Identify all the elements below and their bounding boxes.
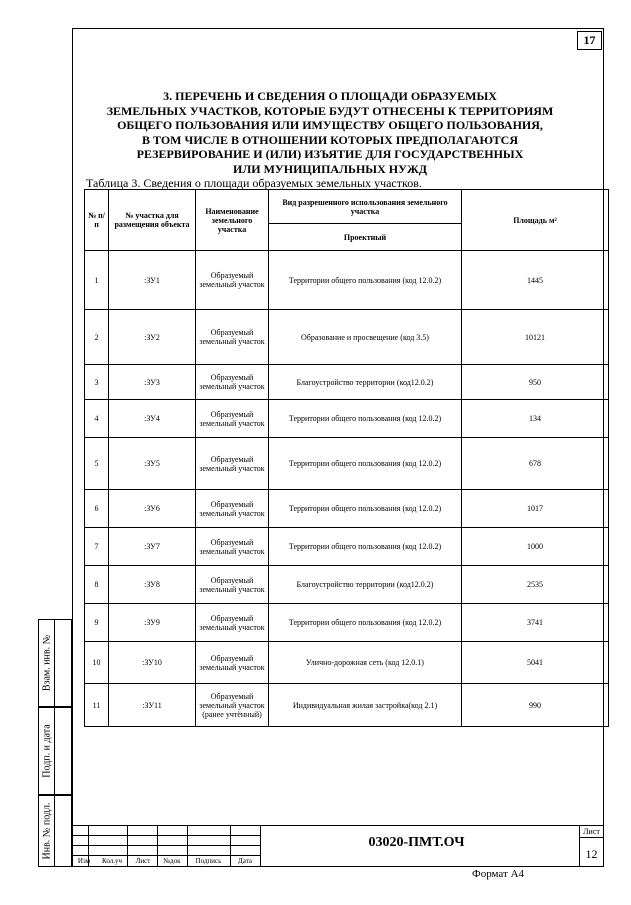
cell-area: 5041	[462, 642, 609, 684]
stamp-label-list: Лист	[135, 857, 151, 865]
cell-area: 3741	[462, 604, 609, 642]
cell-plot: :ЗУ8	[109, 566, 196, 604]
sheet-label: Лист	[583, 827, 600, 836]
cell-plot: :ЗУ1	[109, 251, 196, 310]
side-stamp-inv	[38, 795, 72, 867]
cell-area: 2535	[462, 566, 609, 604]
cell-name: Образуемый земельный участок	[196, 642, 269, 684]
cell-num: 7	[85, 528, 109, 566]
cell-area: 1017	[462, 490, 609, 528]
cell-num: 8	[85, 566, 109, 604]
table-row	[85, 566, 609, 604]
title-line: 3. ПЕРЕЧЕНЬ И СВЕДЕНИЯ О ПЛОЩАДИ ОБРАЗУЕМЫХ	[163, 89, 497, 103]
cell-use: Благоустройство территории (код12.0.2)	[269, 566, 462, 604]
side-label-podp: Подп. и дата	[41, 724, 52, 778]
page-number: 17	[577, 31, 602, 50]
cell-plot: :ЗУ5	[109, 438, 196, 490]
side-label-vzam: Взам. инв. №	[41, 634, 52, 692]
stamp-label-ndok: №док	[163, 857, 181, 865]
header-use-sub: Проектный	[269, 224, 462, 251]
cell-num: 11	[85, 684, 109, 727]
table-caption: Таблица 3. Сведения о площади образуемых земельных участков.	[86, 176, 422, 190]
cell-name: Образуемый земельный участок	[196, 310, 269, 365]
cell-plot: :ЗУ6	[109, 490, 196, 528]
title-block	[72, 825, 604, 867]
stamp-label-podpis: Подпись	[195, 857, 222, 865]
side-stamp-vzam	[38, 619, 72, 707]
sheet-number: 12	[585, 847, 598, 861]
table-row	[85, 684, 609, 727]
stamp-label-koluch: Кол.уч	[102, 857, 122, 865]
table-row	[85, 310, 609, 365]
header-use-group: Вид разрешенного использования земельного участка	[269, 190, 462, 224]
cell-name: Образуемый земельный участок	[196, 438, 269, 490]
cell-num: 5	[85, 438, 109, 490]
cell-name: Образуемый земельный участок	[196, 400, 269, 438]
table-row	[85, 400, 609, 438]
cell-use: Территории общего пользования (код 12.0.2)	[269, 438, 462, 490]
table-row	[85, 604, 609, 642]
cell-use: Индивидуальная жилая застройка(код 2.1)	[269, 684, 462, 727]
cell-area: 678	[462, 438, 609, 490]
cell-area: 1000	[462, 528, 609, 566]
stamp-label-izm: Изм	[77, 857, 91, 865]
cell-num: 3	[85, 365, 109, 400]
section-title	[90, 89, 570, 177]
side-stamp-podp	[38, 707, 72, 795]
cell-num: 10	[85, 642, 109, 684]
table-row	[85, 490, 609, 528]
cell-num: 2	[85, 310, 109, 365]
cell-use: Улично-дорожная сеть (код 12.0.1)	[269, 642, 462, 684]
table-row	[85, 528, 609, 566]
cell-use: Образование и просвещение (код 3.5)	[269, 310, 462, 365]
document-code: 03020-ПМТ.ОЧ	[368, 835, 465, 850]
title-line: ЗЕМЕЛЬНЫХ УЧАСТКОВ, КОТОРЫЕ БУДУТ ОТНЕСЕНЫ К ТЕРРИТОРИЯМ	[106, 103, 554, 118]
cell-num: 6	[85, 490, 109, 528]
cell-name: Образуемый земельный участок	[196, 490, 269, 528]
stamp-label-data: Дата	[238, 857, 252, 865]
header-plot: № участка для размещения объекта	[109, 190, 196, 251]
cell-use: Территории общего пользования (код 12.0.2)	[269, 604, 462, 642]
cell-name: Образуемый земельный участок	[196, 604, 269, 642]
cell-num: 4	[85, 400, 109, 438]
title-line: ОБЩЕГО ПОЛЬЗОВАНИЯ ИЛИ ИМУЩЕСТВУ ОБЩЕГО ПОЛЬЗОВАНИЯ,	[117, 118, 543, 133]
table-row	[85, 365, 609, 400]
cell-plot: :ЗУ4	[109, 400, 196, 438]
title-line: В ТОМ ЧИСЛЕ В ОТНОШЕНИИ КОТОРЫХ ПРЕДПОЛАГАЮТСЯ	[142, 132, 518, 147]
cell-plot: :ЗУ2	[109, 310, 196, 365]
cell-area: 950	[462, 365, 609, 400]
table-row	[85, 642, 609, 684]
cell-area: 1445	[462, 251, 609, 310]
cell-use: Благоустройство территории (код12.0.2)	[269, 365, 462, 400]
cell-plot: :ЗУ11	[109, 684, 196, 727]
header-area: Площадь м²	[462, 190, 609, 251]
title-line: РЕЗЕРВИРОВАНИЕ И (ИЛИ) ИЗЪЯТИЕ ДЛЯ ГОСУДАРСТВЕННЫХ	[136, 147, 524, 162]
cell-use: Территории общего пользования (код 12.0.2)	[269, 251, 462, 310]
plots-table	[84, 189, 609, 727]
cell-num: 1	[85, 251, 109, 310]
cell-plot: :ЗУ3	[109, 365, 196, 400]
cell-plot: :ЗУ10	[109, 642, 196, 684]
cell-area: 134	[462, 400, 609, 438]
cell-name: Образуемый земельный участок	[196, 365, 269, 400]
cell-use: Территории общего пользования (код 12.0.2)	[269, 400, 462, 438]
header-num: № п/п	[85, 190, 109, 251]
header-name: Наименование земельного участка	[196, 190, 269, 251]
side-label-inv: Инв. № подл.	[41, 802, 52, 860]
cell-plot: :ЗУ7	[109, 528, 196, 566]
format-label: Формат А4	[472, 868, 525, 880]
table-row	[85, 251, 609, 310]
table-row	[85, 438, 609, 490]
cell-area: 990	[462, 684, 609, 727]
cell-name: Образуемый земельный участок	[196, 528, 269, 566]
cell-name: Образуемый земельный участок	[196, 251, 269, 310]
title-line: ИЛИ МУНИЦИПАЛЬНЫХ НУЖД	[233, 161, 427, 176]
cell-use: Территории общего пользования (код 12.0.2)	[269, 528, 462, 566]
cell-name: Образуемый земельный участок	[196, 566, 269, 604]
cell-name: Образуемый земельный участок (ранее учтённый)	[196, 684, 269, 727]
cell-area: 10121	[462, 310, 609, 365]
cell-use: Территории общего пользования (код 12.0.2)	[269, 490, 462, 528]
cell-plot: :ЗУ9	[109, 604, 196, 642]
cell-num: 9	[85, 604, 109, 642]
